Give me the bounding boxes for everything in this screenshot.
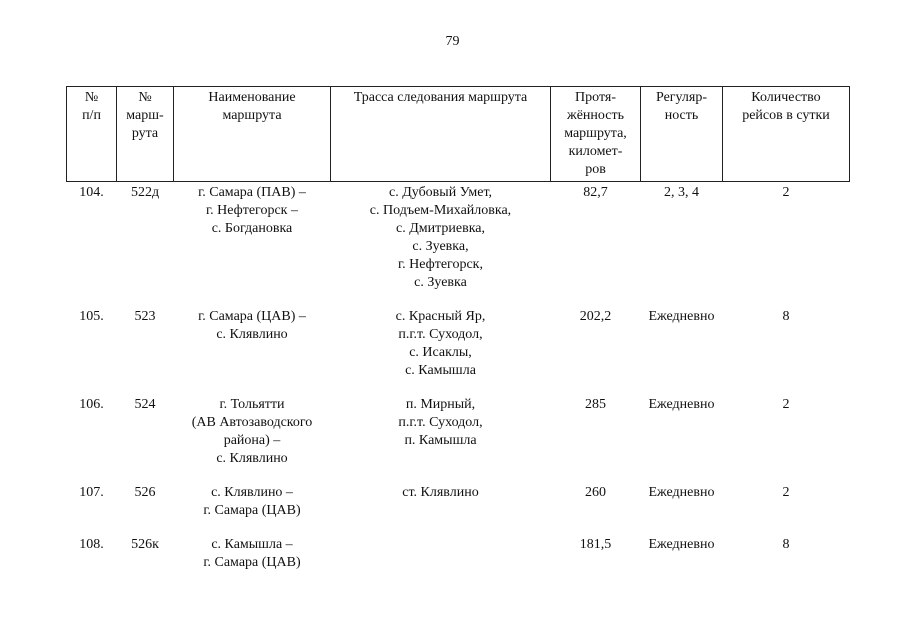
cell-trips-per-day: 2 <box>782 485 790 500</box>
header-line: Наименование <box>208 90 296 105</box>
table-row <box>67 534 850 576</box>
table-row <box>67 182 850 307</box>
header-line: № <box>84 90 99 105</box>
header-line: п/п <box>82 108 101 123</box>
trace-line: г. Нефтегорск, <box>398 257 483 272</box>
name-line: с. Клявлино <box>216 451 288 466</box>
header-line: марш- <box>126 108 164 123</box>
cell-route-trace <box>331 182 551 307</box>
name-line: г. Нефтегорск – <box>206 203 298 218</box>
cell-trips-per-day: 8 <box>782 309 790 324</box>
header-line: километ- <box>568 144 623 159</box>
table-header-row <box>67 87 850 182</box>
cell-route-length: 202,2 <box>579 309 612 324</box>
header-line: рута <box>131 126 159 141</box>
name-line: с. Клявлино <box>216 327 288 342</box>
trace-line: с. Подъем-Михайловка, <box>369 203 512 218</box>
cell-route-name <box>174 182 331 307</box>
name-line: г. Самара (ЦАВ) <box>203 503 301 518</box>
header-line: маршрута, <box>564 126 627 141</box>
cell-num: 104. <box>79 185 104 200</box>
name-line: г. Самара (ЦАВ) – <box>198 309 306 324</box>
header-line: Протя- <box>575 90 616 105</box>
header-route-length <box>551 87 641 182</box>
cell-route-number: 523 <box>134 309 156 324</box>
trace-line: с. Красный Яр, <box>395 309 486 324</box>
header-line: Регуляр- <box>655 90 708 105</box>
cell-route-name <box>174 534 331 576</box>
header-line: № <box>138 90 152 105</box>
cell-route-name <box>174 306 331 394</box>
header-line: маршрута <box>222 108 282 123</box>
cell-regularity: 2, 3, 4 <box>664 185 699 200</box>
trace-line: с. Зуевка <box>414 275 467 290</box>
cell-route-length: 260 <box>585 485 606 500</box>
cell-num: 105. <box>79 309 104 324</box>
cell-regularity: Ежедневно <box>648 485 715 500</box>
name-line: г. Самара (ПАВ) – <box>198 185 306 200</box>
cell-num: 106. <box>79 397 104 412</box>
name-line: с. Клявлино – <box>211 485 293 500</box>
trace-line: п. Камышла <box>404 433 477 448</box>
trace-line: с. Исаклы, <box>409 345 472 360</box>
cell-route-name <box>174 482 331 534</box>
table-row <box>67 306 850 394</box>
page-number: 79 <box>445 34 460 49</box>
cell-trips-per-day: 2 <box>782 185 790 200</box>
header-regularity <box>641 87 723 182</box>
trace-line: ст. Клявлино <box>402 485 479 500</box>
name-line: района) – <box>223 433 281 448</box>
cell-route-trace <box>331 482 551 534</box>
name-line: г. Самара (ЦАВ) <box>203 555 301 570</box>
cell-trips-per-day: 8 <box>782 537 790 552</box>
header-num <box>67 87 117 182</box>
table-row <box>67 394 850 482</box>
cell-route-number: 524 <box>134 397 156 412</box>
header-route-trace <box>331 87 551 182</box>
cell-route-number: 522д <box>130 185 160 200</box>
trace-line: п.г.т. Суходол, <box>398 415 483 430</box>
trace-line: п. Мирный, <box>405 397 476 412</box>
cell-route-number: 526к <box>131 537 159 552</box>
cell-route-number: 526 <box>134 485 156 500</box>
trace-line: п.г.т. Суходол, <box>398 327 483 342</box>
routes-table <box>66 86 850 576</box>
table-row <box>67 482 850 534</box>
cell-route-trace <box>331 394 551 482</box>
cell-num: 107. <box>79 485 104 500</box>
header-trips-per-day <box>723 87 850 182</box>
cell-route-trace <box>331 534 551 576</box>
header-line: ров <box>585 162 606 177</box>
header-line: жённость <box>567 108 624 123</box>
header-line: Количество <box>751 90 821 105</box>
cell-regularity: Ежедневно <box>648 397 715 412</box>
cell-num: 108. <box>79 537 104 552</box>
cell-regularity: Ежедневно <box>648 537 715 552</box>
name-line: (АВ Автозаводского <box>191 415 313 430</box>
header-route-number <box>117 87 174 182</box>
trace-line: с. Дмитриевка, <box>395 221 486 236</box>
cell-route-trace <box>331 306 551 394</box>
cell-route-name <box>174 394 331 482</box>
trace-line: с. Камышла <box>405 363 476 378</box>
trace-line: с. Дубовый Умет, <box>388 185 493 200</box>
header-line: рейсов в сутки <box>742 108 830 123</box>
cell-route-length: 181,5 <box>579 537 612 552</box>
header-line: Трасса следования маршрута <box>353 90 528 105</box>
cell-trips-per-day: 2 <box>782 397 790 412</box>
name-line: с. Богдановка <box>211 221 293 236</box>
cell-route-length: 82,7 <box>583 185 608 200</box>
header-route-name <box>174 87 331 182</box>
header-line: ность <box>664 108 699 123</box>
cell-regularity: Ежедневно <box>648 309 715 324</box>
name-line: с. Камышла – <box>211 537 293 552</box>
name-line: г. Тольятти <box>219 397 285 412</box>
trace-line: с. Зуевка, <box>412 239 469 254</box>
cell-route-length: 285 <box>585 397 606 412</box>
